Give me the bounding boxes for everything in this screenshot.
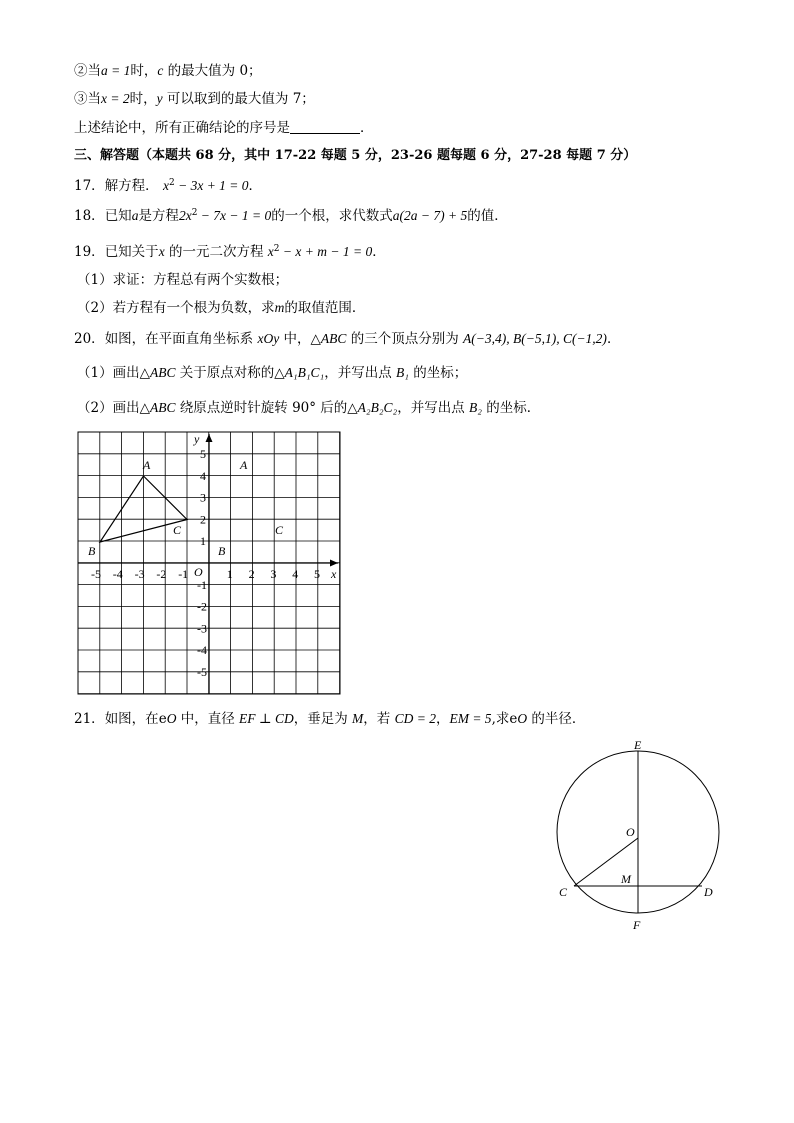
vertex-b-label: B bbox=[88, 544, 96, 558]
extra-b-label: B bbox=[218, 544, 226, 558]
x-tick-label: 4 bbox=[292, 567, 299, 581]
vertex-a-label: A bbox=[143, 458, 151, 472]
point-e-label: E bbox=[634, 738, 642, 752]
y-axis-arrow bbox=[206, 434, 213, 442]
y-tick-label: 1 bbox=[200, 534, 206, 549]
y-tick-label: 4 bbox=[200, 468, 206, 483]
question-20: 20．如图，在平面直角坐标系 xOy 中，△ABC 的三个顶点分别为 A(−3,4), B(−5,1), C(−1,2)． bbox=[74, 331, 621, 347]
y-tick-label: -3 bbox=[197, 621, 207, 636]
question-18: 18．已知a是方程$2x^2 - 7x - 1 = 0$的一个根，求代数式a(2a − 7) + 5的值． bbox=[74, 208, 508, 224]
conclusion-3: ③当x = 2时，y 可以取到的最大值为 7； bbox=[74, 91, 315, 107]
x-tick-label: 2 bbox=[248, 567, 255, 581]
y-tick-label: -1 bbox=[197, 577, 207, 592]
vertex-c-label: C bbox=[173, 523, 182, 537]
x-tick-label: 5 bbox=[314, 567, 320, 581]
x-tick-label: -1 bbox=[178, 567, 189, 581]
y-axis-label: y bbox=[194, 432, 200, 446]
conclusion-2: ②当a = 1时，c 的最大值为 0； bbox=[74, 63, 262, 79]
section-3-title: 三、解答题（本题共 68 分，其中 17-22 每题 5 分，23-26 题每题 6 分，27-28 每题 7 分） bbox=[74, 148, 637, 163]
question-20-part-1: （1）画出△ABC 关于原点对称的△A₁B₁C₁，并写出点 B₁ 的坐标； bbox=[77, 365, 468, 381]
extra-a-label: A bbox=[240, 458, 248, 472]
answer-blank bbox=[290, 121, 360, 134]
question-17: 17．解方程． $x^2 - 3x + 1 = 0$． bbox=[74, 178, 263, 194]
x-tick-label: -4 bbox=[112, 567, 123, 581]
origin-label: O bbox=[194, 565, 203, 579]
question-19: 19．已知关于x 的一元二次方程 $x^2 - x + m - 1 = 0$． bbox=[74, 244, 386, 260]
question-19-part-2: （2）若方程有一个根为负数，求m的取值范围． bbox=[77, 300, 366, 316]
x-axis-label: x bbox=[331, 567, 337, 581]
y-tick-label: -5 bbox=[197, 665, 207, 679]
question-19-part-1: （1）求证：方程总有两个实数根； bbox=[77, 272, 289, 288]
question-21: 21．如图，在eO 中，直径 EF ⊥ CD，垂足为 M，若 CD = 2，EM = 5,求eO 的半径． bbox=[74, 711, 586, 727]
point-o-label: O bbox=[626, 825, 635, 839]
point-c-label: C bbox=[559, 885, 568, 899]
coordinate-grid-figure bbox=[76, 430, 344, 698]
x-axis-arrow bbox=[330, 560, 338, 567]
point-f-label: F bbox=[633, 918, 641, 932]
y-tick-label: 5 bbox=[200, 447, 206, 461]
y-tick-label: -2 bbox=[197, 599, 207, 614]
summary-question: 上述结论中，所有正确结论的序号是 ． bbox=[74, 120, 374, 136]
point-m-label: M bbox=[621, 872, 631, 886]
y-tick-label: 2 bbox=[200, 512, 206, 527]
x-tick-label: -5 bbox=[91, 567, 101, 581]
point-d-label: D bbox=[704, 885, 713, 899]
question-20-part-2: （2）画出△ABC 绕原点逆时针旋转 90° 后的△A₂B₂C₂，并写出点 B₂ 的坐标． bbox=[77, 400, 541, 416]
circle-figure bbox=[550, 736, 730, 936]
x-tick-label: -3 bbox=[134, 567, 145, 581]
x-tick-label: 3 bbox=[270, 567, 277, 581]
y-tick-label: 3 bbox=[200, 490, 206, 505]
extra-c-label: C bbox=[275, 523, 284, 537]
x-tick-label: 1 bbox=[226, 567, 233, 581]
y-tick-label: -4 bbox=[197, 643, 207, 658]
x-tick-label: -2 bbox=[156, 567, 167, 581]
